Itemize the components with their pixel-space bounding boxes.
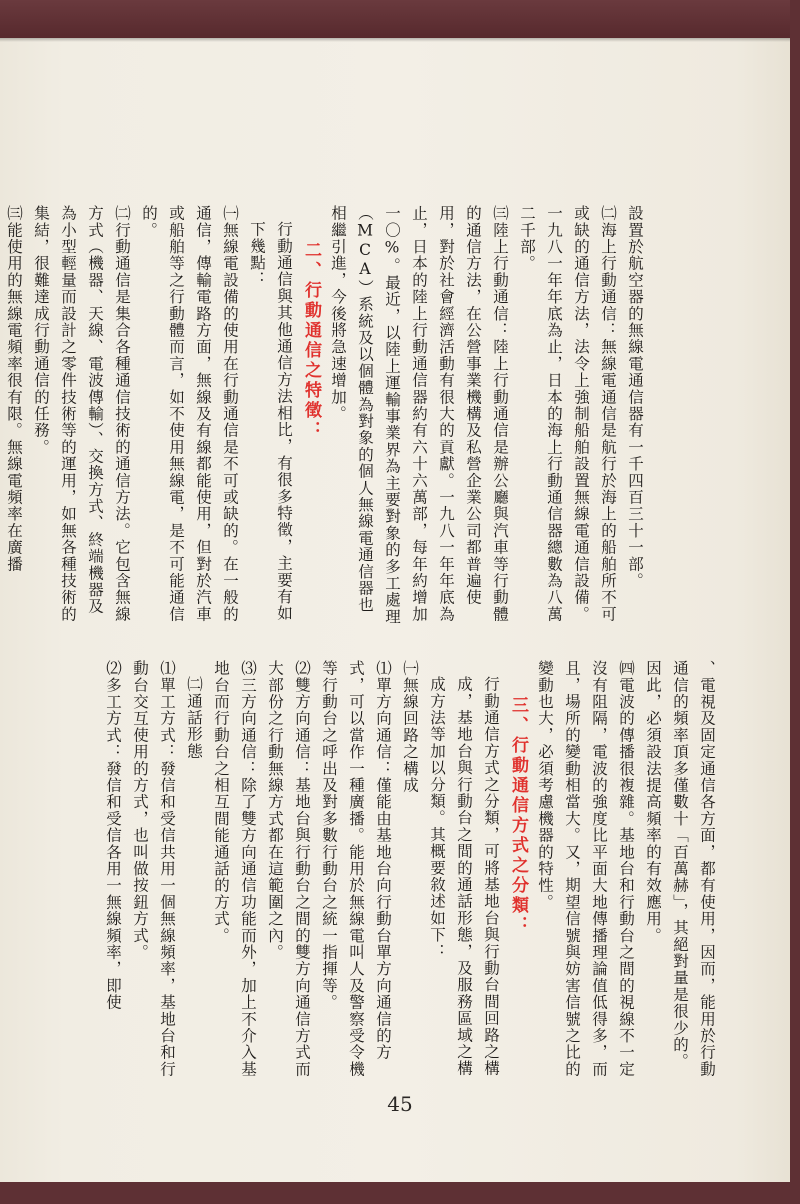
section-heading: 二、行動通信之特徵： <box>301 241 321 441</box>
list-item: ⑶三方向通信：除了雙方向通信功能而外，加上不介入基地台而行動台之相互間能通話的方式。 <box>212 660 257 1078</box>
paragraph: 設置於航空器的無線電通信器有一千四百三十一部。 <box>626 205 644 590</box>
page-number: 45 <box>387 1092 413 1116</box>
list-item: ⑴單方向通信：僅能由基地台向行動台單方向通信的方式，可以當作一種廣播。能用於無線電叫人及警察受令機等行動台之呼出及對多數行動台之統一指揮等。 <box>320 660 392 1078</box>
paragraph: 行動通信方式之分類，可將基地台與行動台間回路之構成，基地台與行動台之間的通話形態，及服務區域之構成方法等加以分類。其概要敘述如下： <box>428 676 500 1077</box>
subheading: ㈠無線回路之構成 <box>401 660 419 794</box>
book-binding-bottom <box>0 1182 800 1204</box>
paragraph: ㈢能使用的無線電頻率很有限。無線電頻率在廣播 <box>5 205 23 573</box>
list-item: ⑵多工方式：發信和受信各用一無線頻率，即使 <box>104 660 122 1011</box>
paragraph: ㈢陸上行動通信：陸上行動通信是辦公廳與汽車等行動體的通信方法，在公營事業機構及私營企業公司都普遍使用，對於社會經濟活動有很大的貢獻。一九八一年年底為止，日本的陸上行動通信器約有六十六萬部，每年約增加一〇%。最近，以陸上運輸事業界為主要對象的多工處理（MCA）系統及以個體為對象的個人無線電通信器也相繼引進，今後將急速增加。 <box>329 205 509 625</box>
book-binding-right <box>790 0 800 1204</box>
paragraph: 、電視及固定通信各方面，都有使用，因而，能用於行動通信的頻率頂多僅數十「百萬赫」，其絕對量是很少的。因此，必須設法提高頻率的有效應用。 <box>644 660 716 1078</box>
paragraph: ㈡行動通信是集合各種通信技術的通信方法。它包含無線方式（機器、天線、電波傳輸）、交換方式、終端機器及為小型輕量而設計之零件技術等的運用，如無各種技術的集結，很難達成行動通信的任務。 <box>32 205 131 623</box>
paragraph: ㈠無線電設備的使用在行動通信是不可或缺的。在一般的通信，傳輸電路方面，無線及有線都能使用，但對於汽車或船舶等之行動體而言，如不使用無線電，是不可能通信的。 <box>140 205 239 623</box>
paragraph: ㈣電波的傳播很複雜。基地台和行動台之間的視線不一定沒有阻隔，電波的強度比平面大地傳播理論值低得多，而且，場所的變動相當大。又，期望信號與妨害信號之比的變動也大，必須考慮機器的特性。 <box>536 660 635 1078</box>
upper-text-block <box>5 205 648 625</box>
subheading: ㈡通話形態 <box>185 676 203 760</box>
paragraph: ㈡海上行動通信：無線電通信是航行於海上的船舶所不可或缺的通信方法，法令上強制船舶設置無線電通信設備。一九八一年年底為止，日本的海上行動通信器總數為八萬二千部。 <box>518 205 617 623</box>
paragraph: 行動通信與其他通信方法相比，有很多特徵，主要有如下幾點： <box>248 221 293 622</box>
section-heading: 三、行動通信方式之分類： <box>508 696 528 936</box>
list-item: ⑵雙方向通信：基地台與行動台之間的雙方向通信方式而大部份之行動無線方式都在這範圍之內。 <box>266 660 311 1078</box>
book-binding-top <box>0 0 800 38</box>
lower-text-block <box>104 660 720 1080</box>
list-item: ⑴單工方式：發信和受信共用一個無線頻率，基地台和行動台交互使用的方式，也叫做按鈕方式。 <box>131 660 176 1078</box>
